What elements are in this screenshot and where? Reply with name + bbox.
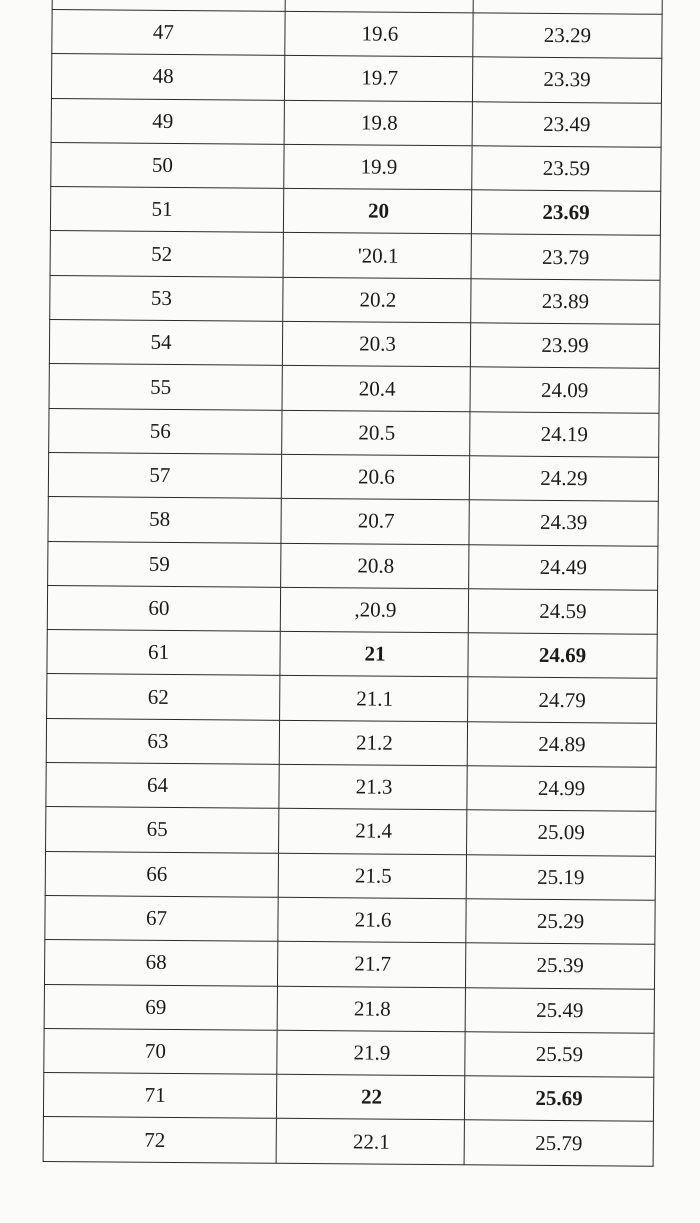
- value-b-cell: 24.39: [469, 500, 658, 546]
- row-number-cell: 59: [48, 541, 281, 587]
- table-row: [50, 187, 660, 236]
- value-a-cell: 20.3: [282, 321, 470, 367]
- value-b-cell: 23.89: [471, 279, 660, 325]
- data-table: [43, 0, 663, 1166]
- table-row: [51, 54, 661, 103]
- value-b-cell: 23.49: [472, 101, 661, 147]
- value-b-cell: 23.29: [473, 13, 662, 59]
- table-body: [43, 0, 662, 1166]
- table-row: [44, 984, 654, 1033]
- value-b-cell: 23.79: [471, 234, 660, 280]
- value-a-cell: 21.8: [277, 986, 465, 1032]
- value-b-cell: 23.59: [472, 146, 661, 192]
- value-b-cell: 24.09: [470, 367, 659, 413]
- row-number-cell: 57: [48, 452, 281, 498]
- table-row: [47, 674, 657, 723]
- row-number-cell: 63: [46, 718, 279, 764]
- value-a-cell: 22: [276, 1074, 464, 1120]
- table-row: [51, 98, 661, 147]
- value-a-cell: 19.8: [284, 100, 472, 146]
- table-row: [50, 231, 660, 280]
- table-row: [48, 452, 658, 501]
- value-b-cell: 25.79: [464, 1120, 653, 1166]
- row-number-cell: 65: [46, 807, 279, 853]
- table-row: [48, 541, 658, 590]
- row-number-cell: 69: [44, 984, 277, 1030]
- row-number-cell: 55: [49, 364, 282, 410]
- row-number-cell: 51: [50, 187, 283, 233]
- table-row: [46, 807, 656, 856]
- row-number-cell: 61: [47, 630, 280, 676]
- value-a-cell: 20.5: [282, 410, 470, 456]
- value-b-cell: 24.89: [467, 722, 656, 768]
- table-row: [49, 364, 659, 413]
- value-a-cell: 20: [283, 189, 471, 235]
- value-b-cell: 24.69: [468, 633, 657, 679]
- table-row: [47, 585, 657, 634]
- table-row: [44, 1028, 654, 1077]
- table-row: [49, 320, 659, 369]
- row-number-cell: 54: [49, 320, 282, 366]
- table-row: [43, 1073, 653, 1122]
- value-a-cell: ,20.9: [280, 587, 468, 633]
- row-number-cell: 71: [43, 1073, 276, 1119]
- row-number-cell: 52: [50, 231, 283, 277]
- value-b-cell: 23.39: [472, 57, 661, 103]
- row-number-cell: 47: [52, 10, 285, 56]
- row-number-cell: 56: [49, 408, 282, 454]
- table-row: [51, 142, 661, 191]
- row-number-cell: 53: [50, 275, 283, 321]
- row-number-cell: 48: [51, 54, 284, 100]
- table-row: [50, 275, 660, 324]
- table-row: [46, 763, 656, 812]
- row-number-cell: 72: [43, 1117, 276, 1163]
- value-a-cell: 19.7: [284, 56, 472, 102]
- value-a-cell: 21: [280, 631, 468, 677]
- value-a-cell: 19.9: [284, 144, 472, 190]
- row-number-cell: 67: [45, 895, 278, 941]
- row-number-cell: 50: [51, 142, 284, 188]
- value-b-cell: 24.59: [468, 589, 657, 635]
- table-row: [45, 851, 655, 900]
- value-a-cell: 20.2: [283, 277, 471, 323]
- row-number-cell: 68: [44, 940, 277, 986]
- value-a-cell: 20.6: [281, 454, 469, 500]
- value-a-cell: 21.5: [278, 853, 466, 899]
- row-number-cell: 70: [44, 1028, 277, 1074]
- value-a-cell: 22.1: [276, 1119, 464, 1165]
- table-row: [45, 895, 655, 944]
- value-b-cell: 23.99: [470, 323, 659, 369]
- value-b-cell: 25.59: [465, 1032, 654, 1078]
- value-b-cell: 24.99: [467, 766, 656, 812]
- value-a-cell: 20.7: [281, 499, 469, 545]
- value-a-cell: 20.8: [281, 543, 469, 589]
- table-row: [49, 408, 659, 457]
- value-a-cell: 21.7: [277, 942, 465, 988]
- value-a-cell: 21.1: [280, 676, 468, 722]
- value-b-cell: 25.49: [465, 987, 654, 1033]
- value-a-cell: 21.3: [279, 764, 467, 810]
- table-row: [44, 940, 654, 989]
- value-b-cell: 24.49: [469, 544, 658, 590]
- row-number-cell: 49: [51, 98, 284, 144]
- table-row: [46, 718, 656, 767]
- value-a-cell: 19.6: [285, 11, 473, 57]
- value-a-cell: 21.9: [277, 1030, 465, 1076]
- table-row: [43, 1117, 653, 1166]
- value-a-cell: 21.4: [279, 809, 467, 855]
- value-b-cell: 24.19: [470, 411, 659, 457]
- table-row: [48, 497, 658, 546]
- value-b-cell: 25.09: [467, 810, 656, 856]
- value-b-cell: 25.69: [464, 1076, 653, 1122]
- value-b-cell: 24.29: [469, 456, 658, 502]
- value-a-cell: 21.2: [279, 720, 467, 766]
- row-number-cell: 58: [48, 497, 281, 543]
- value-b-cell: 24.79: [468, 677, 657, 723]
- value-a-cell: 21.6: [278, 897, 466, 943]
- row-number-cell: 66: [45, 851, 278, 897]
- value-b-cell: 25.19: [466, 854, 655, 900]
- table-row: [47, 630, 657, 679]
- value-b-cell: 25.29: [466, 899, 655, 945]
- row-number-cell: 64: [46, 763, 279, 809]
- value-a-cell: 20.4: [282, 366, 470, 412]
- row-number-cell: 60: [47, 585, 280, 631]
- table-row: [52, 10, 662, 59]
- value-b-cell: 23.69: [471, 190, 660, 236]
- row-number-cell: 62: [47, 674, 280, 720]
- value-b-cell: 25.39: [465, 943, 654, 989]
- value-a-cell: '20.1: [283, 233, 471, 279]
